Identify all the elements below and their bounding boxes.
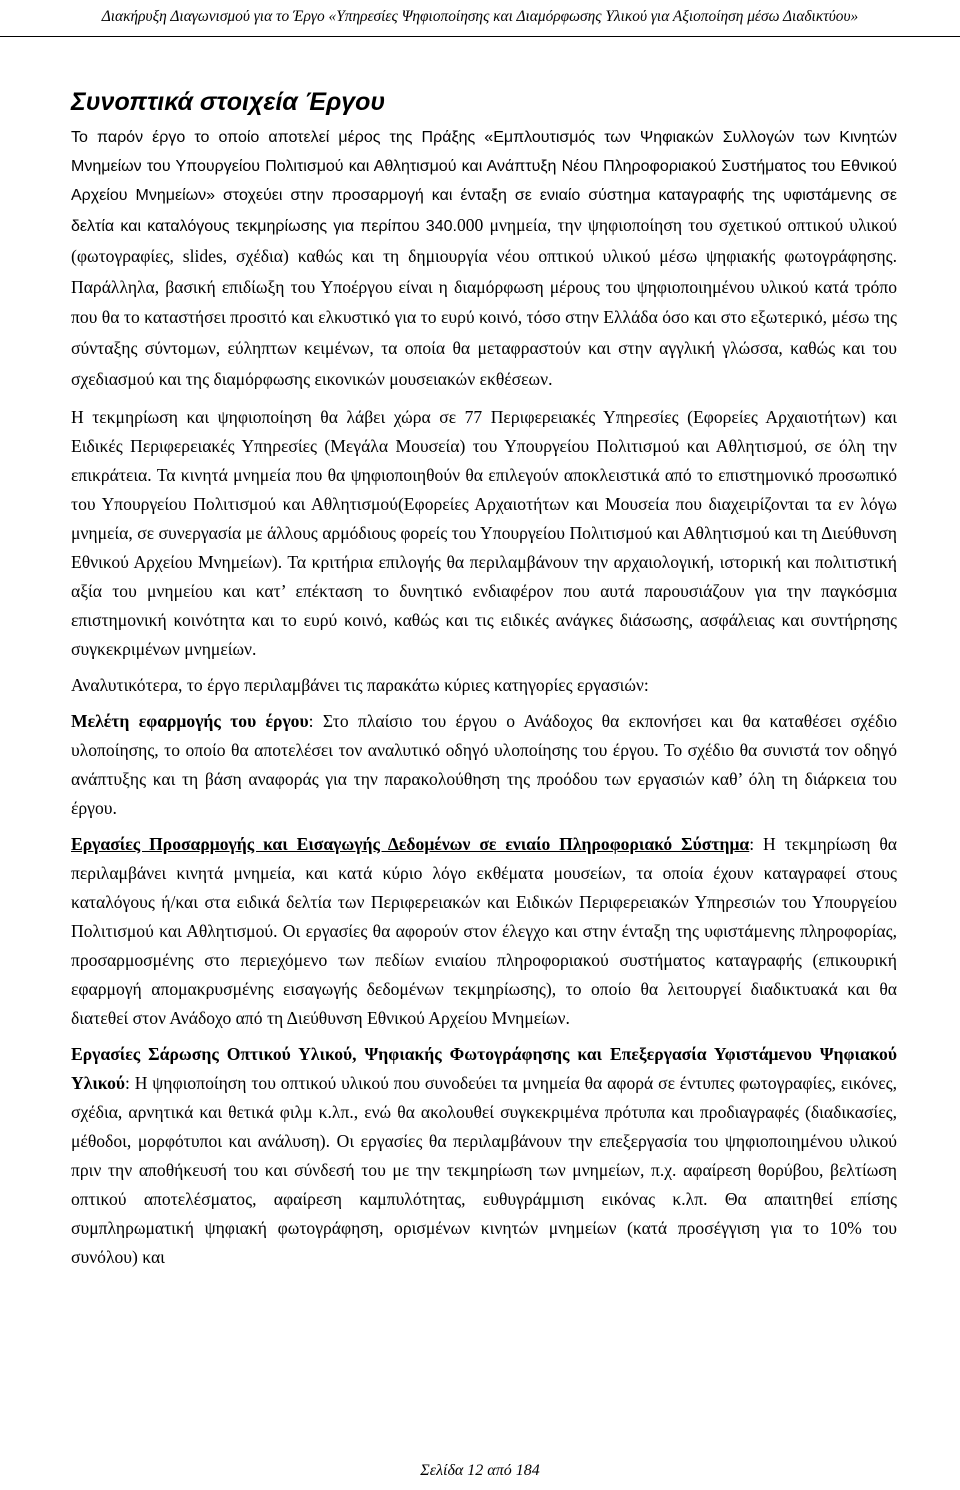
- category-data-entry: [71, 830, 897, 1033]
- category-scanning-title: Εργασίες Σάρωσης Οπτικού Υλικού, Ψηφιακής Φωτογράφησης και Επεξεργασία Υφιστάμενου Ψηφιακού Υλικού: [71, 1044, 897, 1094]
- paragraph-locations: Η τεκμηρίωση και ψηφιοποίηση θα λάβει χώρα σε 77 Περιφερειακές Υπηρεσίες (Εφορείες Αρχαιοτήτων) και Ειδικές Περιφερειακές Υπηρεσίες (Μεγάλα Μουσεία) του Υπουργείου Πολιτισμού και Αθλητισμού, σε όλη την επικράτεια. Τα κινητά μνημεία που θα ψηφιοποιηθούν θα επιλεγούν αποκλειστικά από το επιστημονικό προσωπικό του Υπουργείου Πολιτισμού και Αθλητισμού(Εφορείες Αρχαιοτήτων και Μουσεία που διαχειρίζονται τα εν λόγω μνημεία, σε συνεργασία με άλλους αρμόδιους φορείς του Υπουργείου Πολιτισμού και Αθλητισμού και τη Διεύθυνση Εθνικού Αρχείου Μνημείων). Τα κριτήρια επιλογής θα περιλαμβάνουν την αρχαιολογική, ιστορική και πολιτιστική αξία του μνημείου και κατ’ επέκταση το δυνητικό ενδιαφέρον που αυτά παρουσιάζουν για την παγκόσμια επιστημονική κοινότητα και το ευρύ κοινό, καθώς και τις ειδικές ανάγκες διάσωσης, ασφάλειας και συντήρησης συγκεκριμένων μνημείων.: [71, 407, 897, 660]
- intro-paragraph: [71, 124, 897, 396]
- intro-continuation: 000 μνημεία, την ψηφιοποίηση του σχετικού οπτικού υλικού (φωτογραφίες, slides, σχέδια) καθώς και τη δημιουργία νέου οπτικού υλικού μέσω ψηφιακής φωτογράφησης. Παράλληλα, βασική επιδίωξη του Υποέργου είναι η διαμόρφωση μέρους του ψηφιοποιημένου υλικού κατά τρόπο που θα το καταστήσει προσιτό και ελκυστικό για το ευρύ κοινό, τόσο στην Ελλάδα όσο και στο εξωτερικό, μέσω της σύνταξης σύντομων, εύληπτων κειμένων, τα οποία θα μεταφραστούν και στην αγγλική γλώσσα, καθώς και του σχεδιασμού και της διαμόρφωσης εικονικών μουσειακών εκθέσεων.: [71, 214, 897, 390]
- category-data-entry-title: Εργασίες Προσαρμογής και Εισαγωγής Δεδομένων σε ενιαίο Πληροφοριακό Σύστημα: [71, 834, 750, 855]
- paragraph-categories-intro: Αναλυτικότερα, το έργο περιλαμβάνει τις παρακάτω κύριες κατηγορίες εργασιών:: [71, 675, 649, 696]
- category-scanning: [71, 1040, 897, 1272]
- page-number: Σελίδα 12 από 184: [420, 1462, 540, 1479]
- intro-text: Το παρόν έργο το οποίο αποτελεί μέρος της Πράξης «Εμπλουτισμός των Ψηφιακών Συλλογών των Κινητών Μνημείων του Υπουργείου Πολιτισμού και Αθλητισμού και Ανάπτυξη Νέου Πληροφοριακού Συστήματος του Εθνικού Αρχείου Μνημείων» στοχεύει στην προσαρμογή και ένταξη σε ενιαίο σύστημα καταγραφής της υφιστάμενης σε δελτία και καταλόγους τεκμηρίωσης για περίπου 340.: [71, 129, 897, 235]
- category-data-entry-text: : Η τεκμηρίωση θα περιλαμβάνει κινητά μνημεία, και κατά κύριο λόγο εκθέματα μουσείων, τα οποία έχουν καταγραφεί στους καταλόγους ή/και στα ειδικά δελτία των Περιφερειακών και Ειδικών Περιφερειακών Υπηρεσιών του Υπουργείου Πολιτισμού και Αθλητισμού. Οι εργασίες θα αφορούν στον έλεγχο και στην ένταξη της υφιστάμενης πληροφορίας, προσαρμοσμένης στο περιεχόμενο των πεδίων ενιαίου πληροφοριακού συστήματος καταγραφής (επικουρική εφαρμογή απομακρυσμένης εισαγωγής δεδομένων τεκμηρίωσης), το οποίο θα λειτουργεί διαδικτυακά και θα διατεθεί στον Ανάδοχο από τη Διεύθυνση Εθνικού Αρχείου Μνημείων.: [71, 834, 897, 1029]
- document-header: Διακήρυξη Διαγωνισμού για το Έργο «Υπηρεσίες Ψηφιοποίησης και Διαμόρφωσης Υλικού για Αξιοποίηση μέσω Διαδικτύου»: [0, 0, 960, 37]
- category-study: [71, 707, 897, 823]
- category-scanning-text: : Η ψηφιοποίηση του οπτικού υλικού που συνοδεύει τα μνημεία θα αφορά σε έντυπες φωτογραφίες, εικόνες, σχέδια, αρνητικά και θετικά φιλμ κ.λπ., ενώ θα ακολουθεί συγκεκριμένα πρότυπα και προδιαγραφές (διαδικασίες, μέθοδοι, μορφότυποι και ανάλυση). Οι εργασίες θα περιλαμβάνουν την επεξεργασία του ψηφιοποιημένου υλικού πριν την αποθήκευσή του και σύνδεσή του με την τεκμηρίωση των μνημείων, π.χ. αφαίρεση θορύβου, βελτίωση οπτικού αποτελέσματος, αφαίρεση καμπυλότητας, ευθυγράμμιση εικόνας κ.λπ. Θα απαιτηθεί επίσης συμπληρωματική ψηφιακή φωτογράφηση, ορισμένων κινητών μνημείων (κατά προσέγγιση για το 10% του συνόλου) και: [71, 1073, 897, 1268]
- category-study-title: Μελέτη εφαρμογής του έργου: [71, 711, 309, 732]
- category-study-text: : Στο πλαίσιο του έργου ο Ανάδοχος θα εκπονήσει και θα καταθέσει σχέδιο υλοποίησης, το οποίο θα αποτελέσει τον αναλυτικό οδηγό υλοποίησης του έργου. Το σχέδιο θα συνιστά τον οδηγό ανάπτυξης και τη βάση αναφοράς για την παρακολούθηση της προόδου των εργασιών καθ’ όλη τη διάρκεια του έργου.: [71, 711, 897, 819]
- document-body: [71, 82, 897, 1272]
- section-title: Συνοπτικά στοιχεία Έργου: [71, 88, 386, 116]
